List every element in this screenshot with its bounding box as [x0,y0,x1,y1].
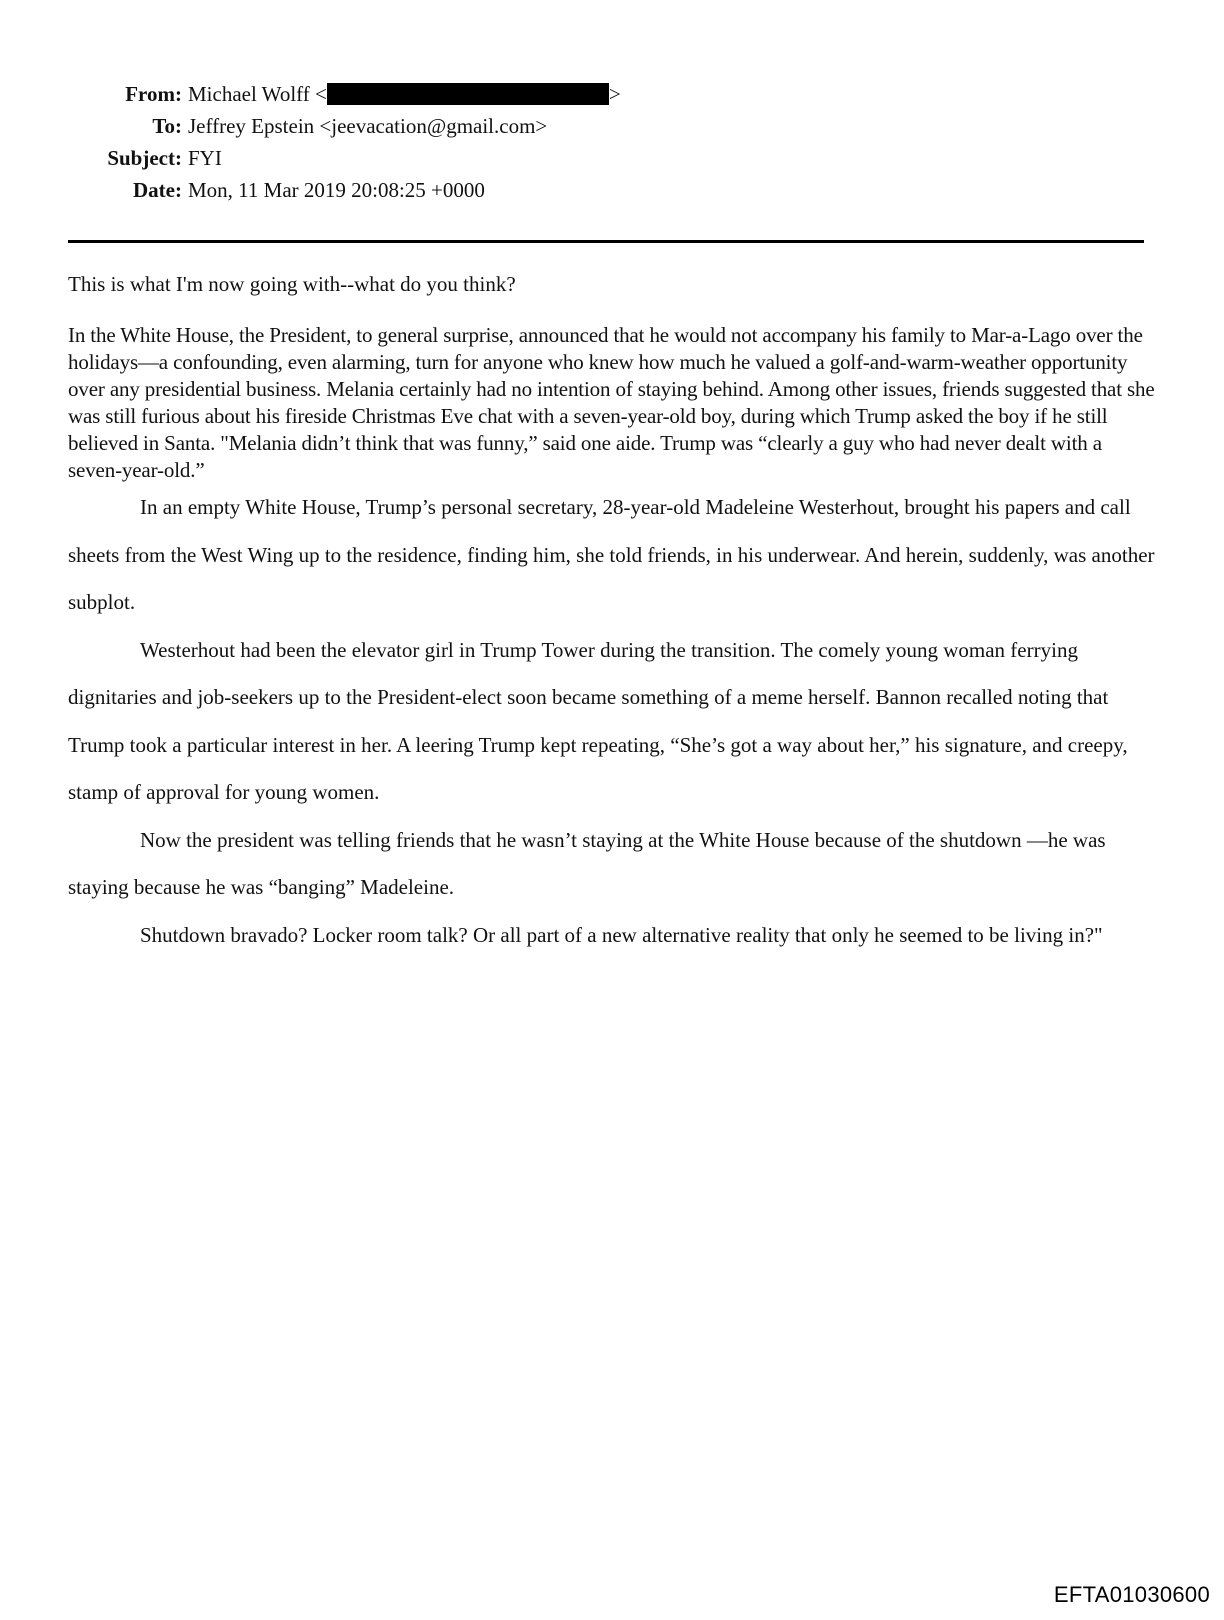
document-id: EFTA01030600 [1053,1582,1210,1607]
from-row [32,78,621,110]
body-paragraph-1: In the White House, the President, to general surprise, announced that he would not accompany his family to Mar-a-Lago over the holidays—a confounding, even alarming, turn for anyone who knew how much he valued a golf-and-warm-weather opportunity over any presidential business. Melania certainly had no intention of staying behind. Among other issues, friends suggested that she was still furious about his fireside Christmas Eve chat with a seven-year-old boy, during which Trump asked the boy if he still believed in Santa. "Melania didn’t think that was funny,” said one aide. Trump was “clearly a guy who had never dealt with a seven-year-old.” [68,323,1155,482]
from-close-bracket: > [608,82,621,106]
from-label: From: [125,82,182,106]
body-paragraph-4: Now the president was telling friends that he wasn’t staying at the White House because of the shutdown —he was staying because he was “banging” Madeleine. [68,827,1106,899]
header-divider [68,240,1144,243]
intro-line: This is what I'm now going with--what do you think? [68,272,516,296]
to-value: Jeffrey Epstein <jeevacation@gmail.com> [188,114,548,138]
body-paragraph-5: Shutdown bravado? Locker room talk? Or all part of a new alternative reality that only he seemed to be living in?" [140,922,1103,947]
email-body [68,270,1158,959]
body-paragraph-3: Westerhout had been the elevator girl in Trump Tower during the transition. The comely young woman ferrying dignitaries and job-seekers up to the President-elect soon became something of a meme herself. Bannon recalled noting that Trump took a particular interest in her. A leering Trump kept repeating, “She’s got a way about her,” his signature, and creepy, stamp of approval for young women. [68,637,1128,804]
date-row [32,174,485,206]
subject-row [32,142,222,174]
to-row [32,110,547,142]
date-value: Mon, 11 Mar 2019 20:08:25 +0000 [188,178,485,202]
subject-value: FYI [188,146,222,170]
redacted-email-block [327,83,609,105]
to-label: To: [152,114,182,138]
from-value: Michael Wolff < [188,82,327,106]
date-label: Date: [133,178,182,202]
body-paragraph-2: In an empty White House, Trump’s personal secretary, 28-year-old Madeleine Westerhout, brought his papers and call sheets from the West Wing up to the residence, finding him, she told friends, in his underwear. And herein, suddenly, was another subplot. [68,495,1155,614]
subject-label: Subject: [107,146,182,170]
